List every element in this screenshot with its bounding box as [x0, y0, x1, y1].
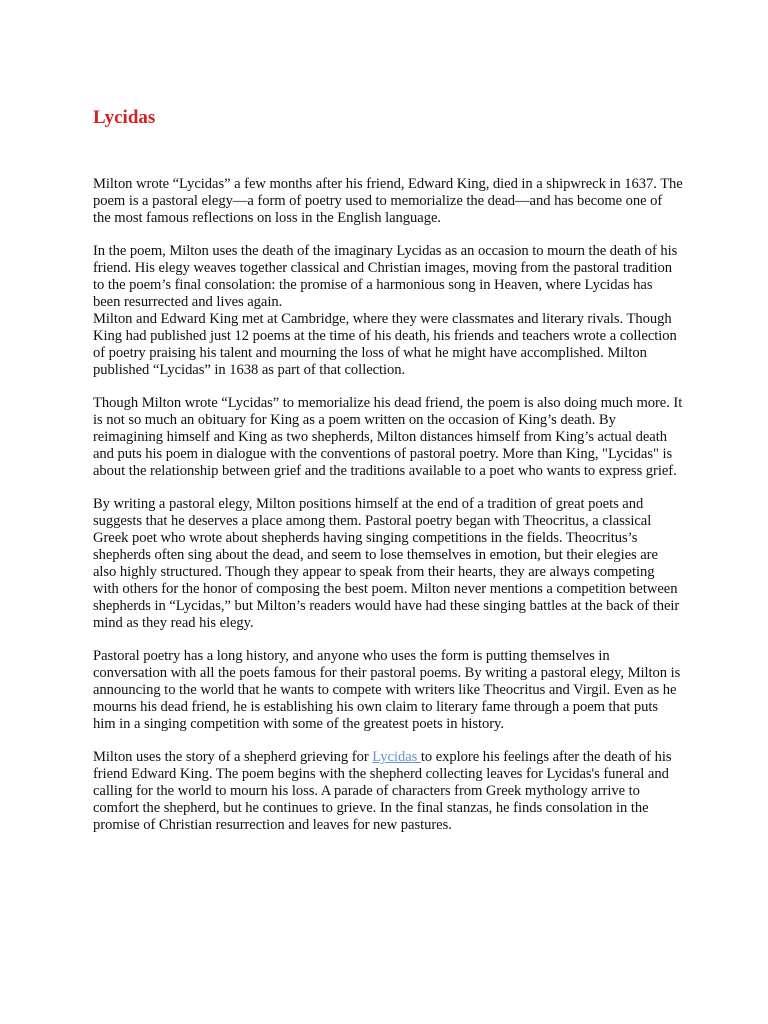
paragraph-elegy: In the poem, Milton uses the death of the imaginary Lycidas as an occasion to mourn the death of his friend. His elegy weaves together classical and Christian images, moving from the pastoral tradition to the poem’s final consolation: the promise of a harmonious song in Heaven, where Lycidas has been resurrected and lives again.	[93, 243, 678, 310]
document-body	[93, 176, 683, 850]
lycidas-link[interactable]: Lycidas	[372, 749, 421, 765]
summary-text-end: to explore his feelings after the death of his friend Edward King. The poem begins with the shepherd collecting leaves for Lycidas's funeral and calling for the world to mourn his loss. A parade of characters from Greek mythology arrive to comfort the shepherd, but he continues to grieve. In the final stanzas, he finds consolation in the promise of Christian resurrection and leaves for new pastures.	[93, 749, 672, 833]
paragraph-cambridge: Milton and Edward King met at Cambridge, where they were classmates and literary rivals. Though King had published just 12 poems at the time of his death, his friends and teachers wrote a collection of poetry praising his talent and mourning the loss of what he might have accomplished. Milton published “Lycidas” in 1638 as part of that collection.	[93, 311, 677, 378]
paragraph-summary	[93, 749, 683, 834]
paragraph-pastoral-history: Pastoral poetry has a long history, and anyone who uses the form is putting themselves in conversation with all the poets famous for their pastoral poems. By writing a pastoral elegy, Milton is announcing to the world that he wants to compete with writers like Theocritus and Virgil. Even as he mourns his dead friend, he is establishing his own claim to literary fame through a poem that puts him in a singing competition with some of the greatest poets in history.	[93, 648, 681, 732]
summary-text-start: Milton uses the story of a shepherd grieving for	[93, 749, 373, 765]
document-title: Lycidas	[93, 107, 156, 128]
paragraph-memorialize: Though Milton wrote “Lycidas” to memorialize his dead friend, the poem is also doing much more. It is not so much an obituary for King as a poem written on the occasion of King’s death. By reimagining himself and King as two shepherds, Milton distances himself from King’s actual death and puts his poem in dialogue with the conventions of pastoral poetry. More than King, "Lycidas" is about the relationship between grief and the traditions available to a poet who wants to express grief.	[93, 395, 683, 479]
paragraph-intro: Milton wrote “Lycidas” a few months after his friend, Edward King, died in a shipwreck in 1637. The poem is a pastoral elegy—a form of poetry used to memorialize the dead—and has become one of the most famous reflections on loss in the English language.	[93, 176, 683, 226]
paragraph-pastoral-tradition: By writing a pastoral elegy, Milton positions himself at the end of a tradition of great poets and suggests that he deserves a place among them. Pastoral poetry began with Theocritus, a classical Greek poet who wrote about shepherds having singing competitions in the fields. Theocritus’s shepherds often sing about the dead, and seem to lose themselves in emotion, but their elegies are also highly structured. Though they appear to speak from their hearts, they are always competing with others for the honor of composing the best poem. Milton never mentions a competition between shepherds in “Lycidas,” but Milton’s readers would have had these singing battles at the back of their mind as they read his elegy.	[93, 496, 680, 631]
